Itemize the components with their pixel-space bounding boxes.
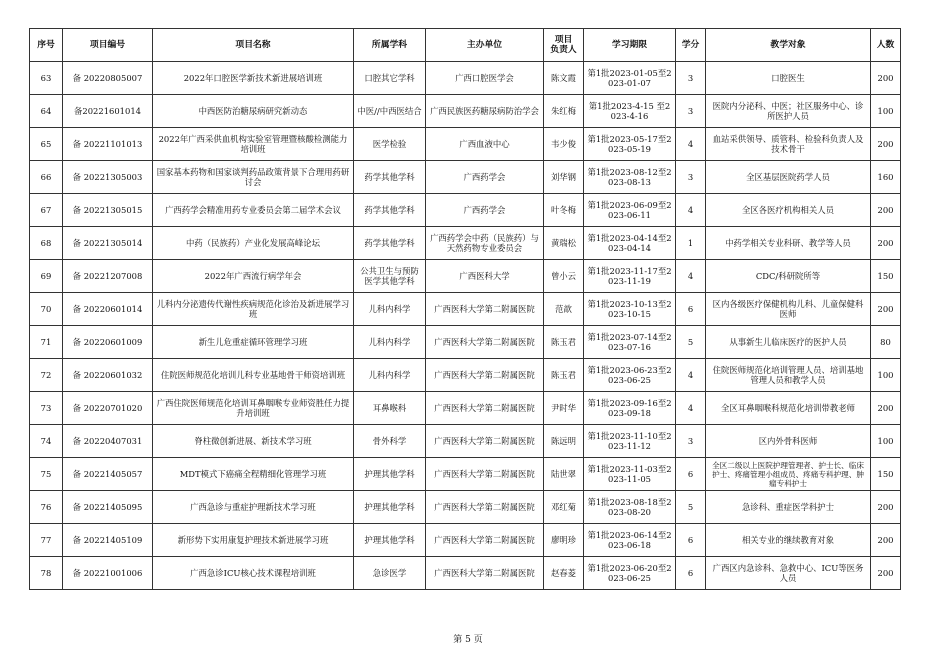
cell-leader: 邓红菊 xyxy=(544,491,584,524)
cell-name: 2022年广西采供血机构实验室管理暨核酸检测能力培训班 xyxy=(153,128,354,161)
cell-leader: 刘华钢 xyxy=(544,161,584,194)
cell-leader: 廖明珍 xyxy=(544,524,584,557)
cell-credit: 4 xyxy=(676,260,706,293)
cell-leader: 赵春菱 xyxy=(544,557,584,590)
cell-name: 中药（民族药）产业化发展高峰论坛 xyxy=(153,227,354,260)
table-row xyxy=(30,194,901,227)
cell-period: 第1批2023-4-15 至2023-4-16 xyxy=(584,95,676,128)
cell-seq: 77 xyxy=(30,524,63,557)
cell-count: 160 xyxy=(871,161,901,194)
cell-unit: 广西医科大学第二附属医院 xyxy=(426,524,544,557)
cell-code: 备 20220601032 xyxy=(63,359,153,392)
cell-target: 区内各级医疗保健机构儿科、儿童保健科医师 xyxy=(706,293,871,326)
cell-count: 80 xyxy=(871,326,901,359)
cell-leader: 尹时华 xyxy=(544,392,584,425)
cell-unit: 广西药学会 xyxy=(426,161,544,194)
cell-seq: 69 xyxy=(30,260,63,293)
cell-target: 住院医师规范化培训管理人员、培训基地管理人员和教学人员 xyxy=(706,359,871,392)
cell-code: 备 20221405095 xyxy=(63,491,153,524)
cell-code: 备 20221305003 xyxy=(63,161,153,194)
course-table xyxy=(29,28,901,590)
cell-period: 第1批2023-08-18至2023-08-20 xyxy=(584,491,676,524)
cell-subject: 儿科内科学 xyxy=(354,326,426,359)
header-unit: 主办单位 xyxy=(426,29,544,62)
cell-name: 2022年口腔医学新技术新进展培训班 xyxy=(153,62,354,95)
cell-period: 第1批2023-01-05至2023-01-07 xyxy=(584,62,676,95)
cell-name: 国家基本药物和国家谈判药品政策背景下合理用药研讨会 xyxy=(153,161,354,194)
cell-subject: 医学检验 xyxy=(354,128,426,161)
cell-code: 备 20221305014 xyxy=(63,227,153,260)
table-row xyxy=(30,161,901,194)
cell-code: 备 20221305015 xyxy=(63,194,153,227)
table-row xyxy=(30,392,901,425)
cell-name: 广西急诊与重症护理新技术学习班 xyxy=(153,491,354,524)
cell-subject: 护理其他学科 xyxy=(354,524,426,557)
cell-leader: 韦少俊 xyxy=(544,128,584,161)
cell-count: 200 xyxy=(871,557,901,590)
cell-code: 备 20220601014 xyxy=(63,293,153,326)
cell-subject: 儿科内科学 xyxy=(354,359,426,392)
cell-name: 新生儿危重症循环管理学习班 xyxy=(153,326,354,359)
cell-subject: 药学其他学科 xyxy=(354,227,426,260)
cell-code: 备 20221405057 xyxy=(63,458,153,491)
header-period: 学习期限 xyxy=(584,29,676,62)
cell-credit: 6 xyxy=(676,293,706,326)
cell-period: 第1批2023-04-14至2023-04-14 xyxy=(584,227,676,260)
cell-count: 200 xyxy=(871,194,901,227)
cell-code: 备 20221405109 xyxy=(63,524,153,557)
cell-seq: 72 xyxy=(30,359,63,392)
cell-unit: 广西民族医药糖尿病防治学会 xyxy=(426,95,544,128)
cell-leader: 陆世翠 xyxy=(544,458,584,491)
cell-seq: 74 xyxy=(30,425,63,458)
cell-count: 200 xyxy=(871,491,901,524)
cell-count: 200 xyxy=(871,524,901,557)
cell-period: 第1批2023-11-10至2023-11-12 xyxy=(584,425,676,458)
cell-unit: 广西药学会中药（民族药）与天然药物专业委员会 xyxy=(426,227,544,260)
cell-leader: 陈远明 xyxy=(544,425,584,458)
cell-count: 150 xyxy=(871,458,901,491)
cell-count: 200 xyxy=(871,293,901,326)
cell-period: 第1批2023-05-17至2023-05-19 xyxy=(584,128,676,161)
cell-period: 第1批2023-09-16至2023-09-18 xyxy=(584,392,676,425)
cell-leader: 曾小云 xyxy=(544,260,584,293)
cell-code: 备20221601014 xyxy=(63,95,153,128)
cell-target: 区内外骨科医师 xyxy=(706,425,871,458)
cell-unit: 广西医科大学第二附属医院 xyxy=(426,293,544,326)
cell-name: 广西急诊ICU核心技术课程培训班 xyxy=(153,557,354,590)
cell-count: 200 xyxy=(871,227,901,260)
cell-count: 200 xyxy=(871,128,901,161)
cell-subject: 口腔其它学科 xyxy=(354,62,426,95)
cell-unit: 广西医科大学第二附属医院 xyxy=(426,326,544,359)
cell-period: 第1批2023-08-12至2023-08-13 xyxy=(584,161,676,194)
cell-subject: 骨外科学 xyxy=(354,425,426,458)
cell-subject: 儿科内科学 xyxy=(354,293,426,326)
cell-name: 2022年广西流行病学年会 xyxy=(153,260,354,293)
header-credit: 学分 xyxy=(676,29,706,62)
cell-leader: 陈文霞 xyxy=(544,62,584,95)
header-name: 项目名称 xyxy=(153,29,354,62)
cell-target: 中药学相关专业科研、教学等人员 xyxy=(706,227,871,260)
cell-unit: 广西医科大学 xyxy=(426,260,544,293)
cell-leader: 叶冬梅 xyxy=(544,194,584,227)
cell-name: 中西医防治糖尿病研究新动态 xyxy=(153,95,354,128)
cell-target: 医院内分泌科、中医；社区服务中心、诊所医护人员 xyxy=(706,95,871,128)
cell-period: 第1批2023-11-03至2023-11-05 xyxy=(584,458,676,491)
header-leader: 项目 负责人 xyxy=(544,29,584,62)
cell-period: 第1批2023-06-23至2023-06-25 xyxy=(584,359,676,392)
cell-unit: 广西药学会 xyxy=(426,194,544,227)
cell-name: 儿科内分泌遗传代谢性疾病规范化诊治及新进展学习班 xyxy=(153,293,354,326)
table-row xyxy=(30,359,901,392)
cell-target: 全区各医疗机构相关人员 xyxy=(706,194,871,227)
cell-credit: 3 xyxy=(676,62,706,95)
cell-period: 第1批2023-11-17至2023-11-19 xyxy=(584,260,676,293)
cell-period: 第1批2023-07-14至2023-07-16 xyxy=(584,326,676,359)
table-row xyxy=(30,95,901,128)
cell-name: 广西药学会精准用药专业委员会第二届学术会议 xyxy=(153,194,354,227)
cell-unit: 广西医科大学第二附属医院 xyxy=(426,491,544,524)
cell-target: 全区耳鼻咽喉科规范化培训带教老师 xyxy=(706,392,871,425)
table-row xyxy=(30,425,901,458)
cell-count: 200 xyxy=(871,392,901,425)
header-subject: 所属学科 xyxy=(354,29,426,62)
cell-credit: 4 xyxy=(676,128,706,161)
cell-seq: 65 xyxy=(30,128,63,161)
cell-target: 全区二级以上医院护理管理者、护士长、临床护士、疼痛管理小组成员、疼痛专科护理、肿瘤专科护士 xyxy=(706,458,871,491)
cell-target: 血站采供领导、质管科、检验科负责人及技术骨干 xyxy=(706,128,871,161)
cell-seq: 67 xyxy=(30,194,63,227)
cell-leader: 范歆 xyxy=(544,293,584,326)
cell-period: 第1批2023-06-09至2023-06-11 xyxy=(584,194,676,227)
cell-name: MDT模式下癌痛全程精细化管理学习班 xyxy=(153,458,354,491)
cell-subject: 急诊医学 xyxy=(354,557,426,590)
cell-credit: 4 xyxy=(676,359,706,392)
cell-code: 备 20221001006 xyxy=(63,557,153,590)
table-row xyxy=(30,293,901,326)
cell-unit: 广西医科大学第二附属医院 xyxy=(426,458,544,491)
cell-period: 第1批2023-10-13至2023-10-15 xyxy=(584,293,676,326)
cell-seq: 71 xyxy=(30,326,63,359)
cell-count: 200 xyxy=(871,62,901,95)
cell-unit: 广西口腔医学会 xyxy=(426,62,544,95)
cell-name: 住院医师规范化培训儿科专业基地骨干师资培训班 xyxy=(153,359,354,392)
header-target: 教学对象 xyxy=(706,29,871,62)
cell-count: 150 xyxy=(871,260,901,293)
cell-seq: 66 xyxy=(30,161,63,194)
cell-credit: 5 xyxy=(676,326,706,359)
cell-subject: 护理其他学科 xyxy=(354,491,426,524)
cell-credit: 6 xyxy=(676,458,706,491)
cell-seq: 63 xyxy=(30,62,63,95)
table-row xyxy=(30,458,901,491)
cell-name: 广西住院医师规范化培训耳鼻咽喉专业师资胜任力提升培训班 xyxy=(153,392,354,425)
cell-seq: 70 xyxy=(30,293,63,326)
cell-target: 从事新生儿临床医疗的医护人员 xyxy=(706,326,871,359)
cell-unit: 广西医科大学第二附属医院 xyxy=(426,425,544,458)
table-row xyxy=(30,557,901,590)
cell-code: 备 20220407031 xyxy=(63,425,153,458)
cell-credit: 3 xyxy=(676,95,706,128)
cell-target: 口腔医生 xyxy=(706,62,871,95)
table-row xyxy=(30,227,901,260)
cell-credit: 3 xyxy=(676,425,706,458)
cell-unit: 广西医科大学第二附属医院 xyxy=(426,557,544,590)
cell-subject: 药学其他学科 xyxy=(354,161,426,194)
cell-code: 备 20221101013 xyxy=(63,128,153,161)
cell-subject: 中医//中西医结合 xyxy=(354,95,426,128)
cell-credit: 3 xyxy=(676,161,706,194)
cell-seq: 78 xyxy=(30,557,63,590)
cell-seq: 64 xyxy=(30,95,63,128)
table-row xyxy=(30,326,901,359)
cell-leader: 黄瑞松 xyxy=(544,227,584,260)
cell-period: 第1批2023-06-20至2023-06-25 xyxy=(584,557,676,590)
cell-seq: 75 xyxy=(30,458,63,491)
cell-subject: 药学其他学科 xyxy=(354,194,426,227)
cell-count: 100 xyxy=(871,425,901,458)
table-row xyxy=(30,128,901,161)
cell-credit: 4 xyxy=(676,392,706,425)
cell-seq: 76 xyxy=(30,491,63,524)
cell-credit: 1 xyxy=(676,227,706,260)
cell-leader: 朱红梅 xyxy=(544,95,584,128)
cell-code: 备 20220601009 xyxy=(63,326,153,359)
cell-code: 备 20220805007 xyxy=(63,62,153,95)
cell-credit: 6 xyxy=(676,524,706,557)
cell-credit: 6 xyxy=(676,557,706,590)
cell-count: 100 xyxy=(871,359,901,392)
cell-code: 备 20221207008 xyxy=(63,260,153,293)
cell-count: 100 xyxy=(871,95,901,128)
cell-seq: 73 xyxy=(30,392,63,425)
table-row xyxy=(30,62,901,95)
cell-period: 第1批2023-06-14至2023-06-18 xyxy=(584,524,676,557)
cell-target: 广西区内急诊科、急救中心、ICU等医务人员 xyxy=(706,557,871,590)
cell-leader: 陈玉君 xyxy=(544,359,584,392)
header-seq: 序号 xyxy=(30,29,63,62)
cell-leader: 陈玉君 xyxy=(544,326,584,359)
cell-seq: 68 xyxy=(30,227,63,260)
cell-code: 备 20220701020 xyxy=(63,392,153,425)
header-count: 人数 xyxy=(871,29,901,62)
cell-subject: 公共卫生与预防医学其他学科 xyxy=(354,260,426,293)
cell-subject: 耳鼻喉科 xyxy=(354,392,426,425)
table-row xyxy=(30,260,901,293)
cell-subject: 护理其他学科 xyxy=(354,458,426,491)
header-row xyxy=(30,29,901,62)
cell-name: 新形势下实用康复护理技术新进展学习班 xyxy=(153,524,354,557)
cell-target: CDC/科研院所等 xyxy=(706,260,871,293)
header-code: 项目编号 xyxy=(63,29,153,62)
cell-unit: 广西血液中心 xyxy=(426,128,544,161)
cell-credit: 5 xyxy=(676,491,706,524)
cell-unit: 广西医科大学第二附属医院 xyxy=(426,359,544,392)
table-row xyxy=(30,491,901,524)
page-number: 第 5 页 xyxy=(453,635,483,645)
cell-unit: 广西医科大学第二附属医院 xyxy=(426,392,544,425)
cell-target: 急诊科、重症医学科护士 xyxy=(706,491,871,524)
table-row xyxy=(30,524,901,557)
cell-credit: 4 xyxy=(676,194,706,227)
cell-target: 相关专业的继续教育对象 xyxy=(706,524,871,557)
cell-name: 脊柱微创新进展、新技术学习班 xyxy=(153,425,354,458)
cell-target: 全区基层医院药学人员 xyxy=(706,161,871,194)
